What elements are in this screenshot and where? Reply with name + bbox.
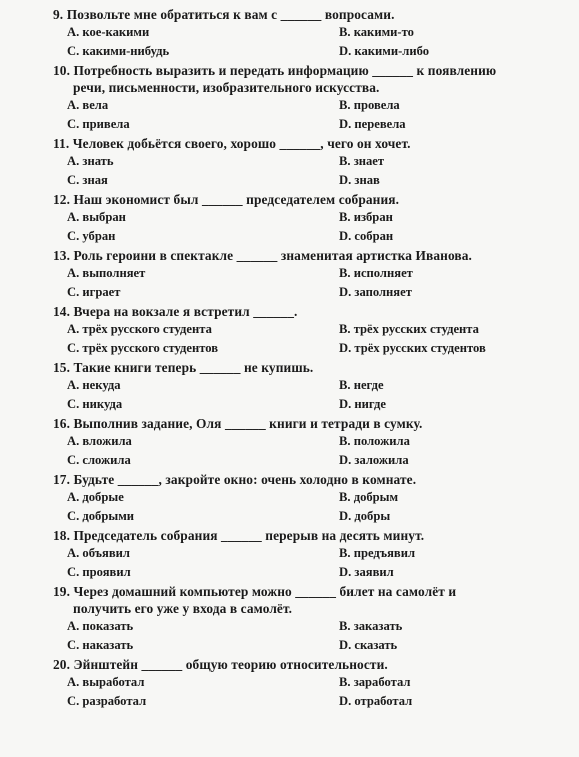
question-text: 10. Потребность выразить и передать информацию ______ к появлению: [53, 63, 497, 78]
option-b[interactable]: B. предъявил: [339, 546, 416, 560]
option-a[interactable]: A. некуда: [67, 378, 121, 392]
option-c[interactable]: C. проявил: [67, 565, 131, 579]
question-text: 19. Через домашний компьютер можно ______ билет на самолёт и: [53, 584, 457, 599]
option-b[interactable]: B. трёх русских студента: [339, 322, 479, 336]
option-a[interactable]: A. выработал: [67, 675, 145, 689]
question-text: 15. Такие книги теперь ______ не купишь.: [53, 360, 314, 375]
options: [53, 320, 561, 358]
option-b[interactable]: B. заработал: [339, 675, 411, 689]
question-text-continued: получить его уже у входа в самолёт.: [73, 601, 293, 616]
question-17: [53, 471, 561, 526]
question-14: [53, 303, 561, 358]
options: [53, 673, 561, 711]
option-a[interactable]: A. добрые: [67, 490, 124, 504]
options: [53, 23, 561, 61]
option-b[interactable]: B. провела: [339, 98, 400, 112]
option-d[interactable]: D. знав: [339, 173, 380, 187]
question-16: [53, 415, 561, 470]
option-a[interactable]: A. вела: [67, 98, 109, 112]
option-d[interactable]: D. сказать: [339, 638, 398, 652]
option-d[interactable]: D. нигде: [339, 397, 386, 411]
option-a[interactable]: A. выбран: [67, 210, 126, 224]
option-a[interactable]: A. выполняет: [67, 266, 146, 280]
option-c[interactable]: C. никуда: [67, 397, 123, 411]
option-d[interactable]: D. заполняет: [339, 285, 412, 299]
option-a[interactable]: A. трёх русского студента: [67, 322, 212, 336]
question-text: 9. Позвольте мне обратиться к вам с ______ вопросами.: [53, 7, 395, 22]
question-text: 12. Наш экономист был ______ председателем собрания.: [53, 192, 400, 207]
option-d[interactable]: D. добры: [339, 509, 391, 523]
question-13: [53, 247, 561, 302]
option-d[interactable]: D. заявил: [339, 565, 394, 579]
options: [53, 208, 561, 246]
option-b[interactable]: B. добрым: [339, 490, 399, 504]
option-b[interactable]: B. знает: [339, 154, 385, 168]
option-b[interactable]: B. положила: [339, 434, 410, 448]
option-c[interactable]: C. убран: [67, 229, 116, 243]
option-d[interactable]: D. какими-либо: [339, 44, 430, 58]
question-text: 18. Председатель собрания ______ перерыв на десять минут.: [53, 528, 425, 543]
option-b[interactable]: B. негде: [339, 378, 384, 392]
options: [53, 264, 561, 302]
question-11: [53, 135, 561, 190]
question-text: 11. Человек добьётся своего, хорошо ______, чего он хочет.: [53, 136, 411, 151]
option-b[interactable]: B. заказать: [339, 619, 403, 633]
option-c[interactable]: C. разработал: [67, 694, 147, 708]
question-20: [53, 656, 561, 711]
option-c[interactable]: C. какими-нибудь: [67, 44, 170, 58]
question-15: [53, 359, 561, 414]
options: [53, 432, 561, 470]
option-a[interactable]: A. знать: [67, 154, 114, 168]
question-text-continued: речи, письменности, изобразительного искусства.: [73, 80, 380, 95]
option-d[interactable]: D. перевела: [339, 117, 406, 131]
question-9: [53, 6, 561, 61]
options: [53, 488, 561, 526]
option-b[interactable]: B. какими-то: [339, 25, 414, 39]
option-a[interactable]: A. объявил: [67, 546, 130, 560]
question-text: 14. Вчера на вокзале я встретил ______.: [53, 304, 298, 319]
question-text: 16. Выполнив задание, Оля ______ книги и тетради в сумку.: [53, 416, 423, 431]
options: [53, 96, 561, 134]
option-b[interactable]: B. исполняет: [339, 266, 413, 280]
options: [53, 376, 561, 414]
question-text: 20. Эйнштейн ______ общую теорию относительности.: [53, 657, 388, 672]
option-c[interactable]: C. играет: [67, 285, 121, 299]
question-12: [53, 191, 561, 246]
question-text: 17. Будьте ______, закройте окно: очень холодно в комнате.: [53, 472, 417, 487]
option-c[interactable]: C. наказать: [67, 638, 134, 652]
option-d[interactable]: D. отработал: [339, 694, 413, 708]
option-b[interactable]: B. избран: [339, 210, 393, 224]
options: [53, 617, 561, 655]
question-text: 13. Роль героини в спектакле ______ знаменитая артистка Иванова.: [53, 248, 472, 263]
option-c[interactable]: C. сложила: [67, 453, 131, 467]
option-c[interactable]: C. зная: [67, 173, 108, 187]
option-d[interactable]: D. собран: [339, 229, 394, 243]
option-c[interactable]: C. трёх русского студентов: [67, 341, 219, 355]
options: [53, 152, 561, 190]
question-18: [53, 527, 561, 582]
question-10: [53, 62, 561, 134]
option-a[interactable]: A. показать: [67, 619, 134, 633]
option-a[interactable]: A. кое-какими: [67, 25, 150, 39]
option-c[interactable]: C. добрыми: [67, 509, 135, 523]
options: [53, 544, 561, 582]
option-c[interactable]: C. привела: [67, 117, 130, 131]
question-19: [53, 583, 561, 655]
option-d[interactable]: D. заложила: [339, 453, 409, 467]
option-d[interactable]: D. трёх русских студентов: [339, 341, 486, 355]
option-a[interactable]: A. вложила: [67, 434, 132, 448]
